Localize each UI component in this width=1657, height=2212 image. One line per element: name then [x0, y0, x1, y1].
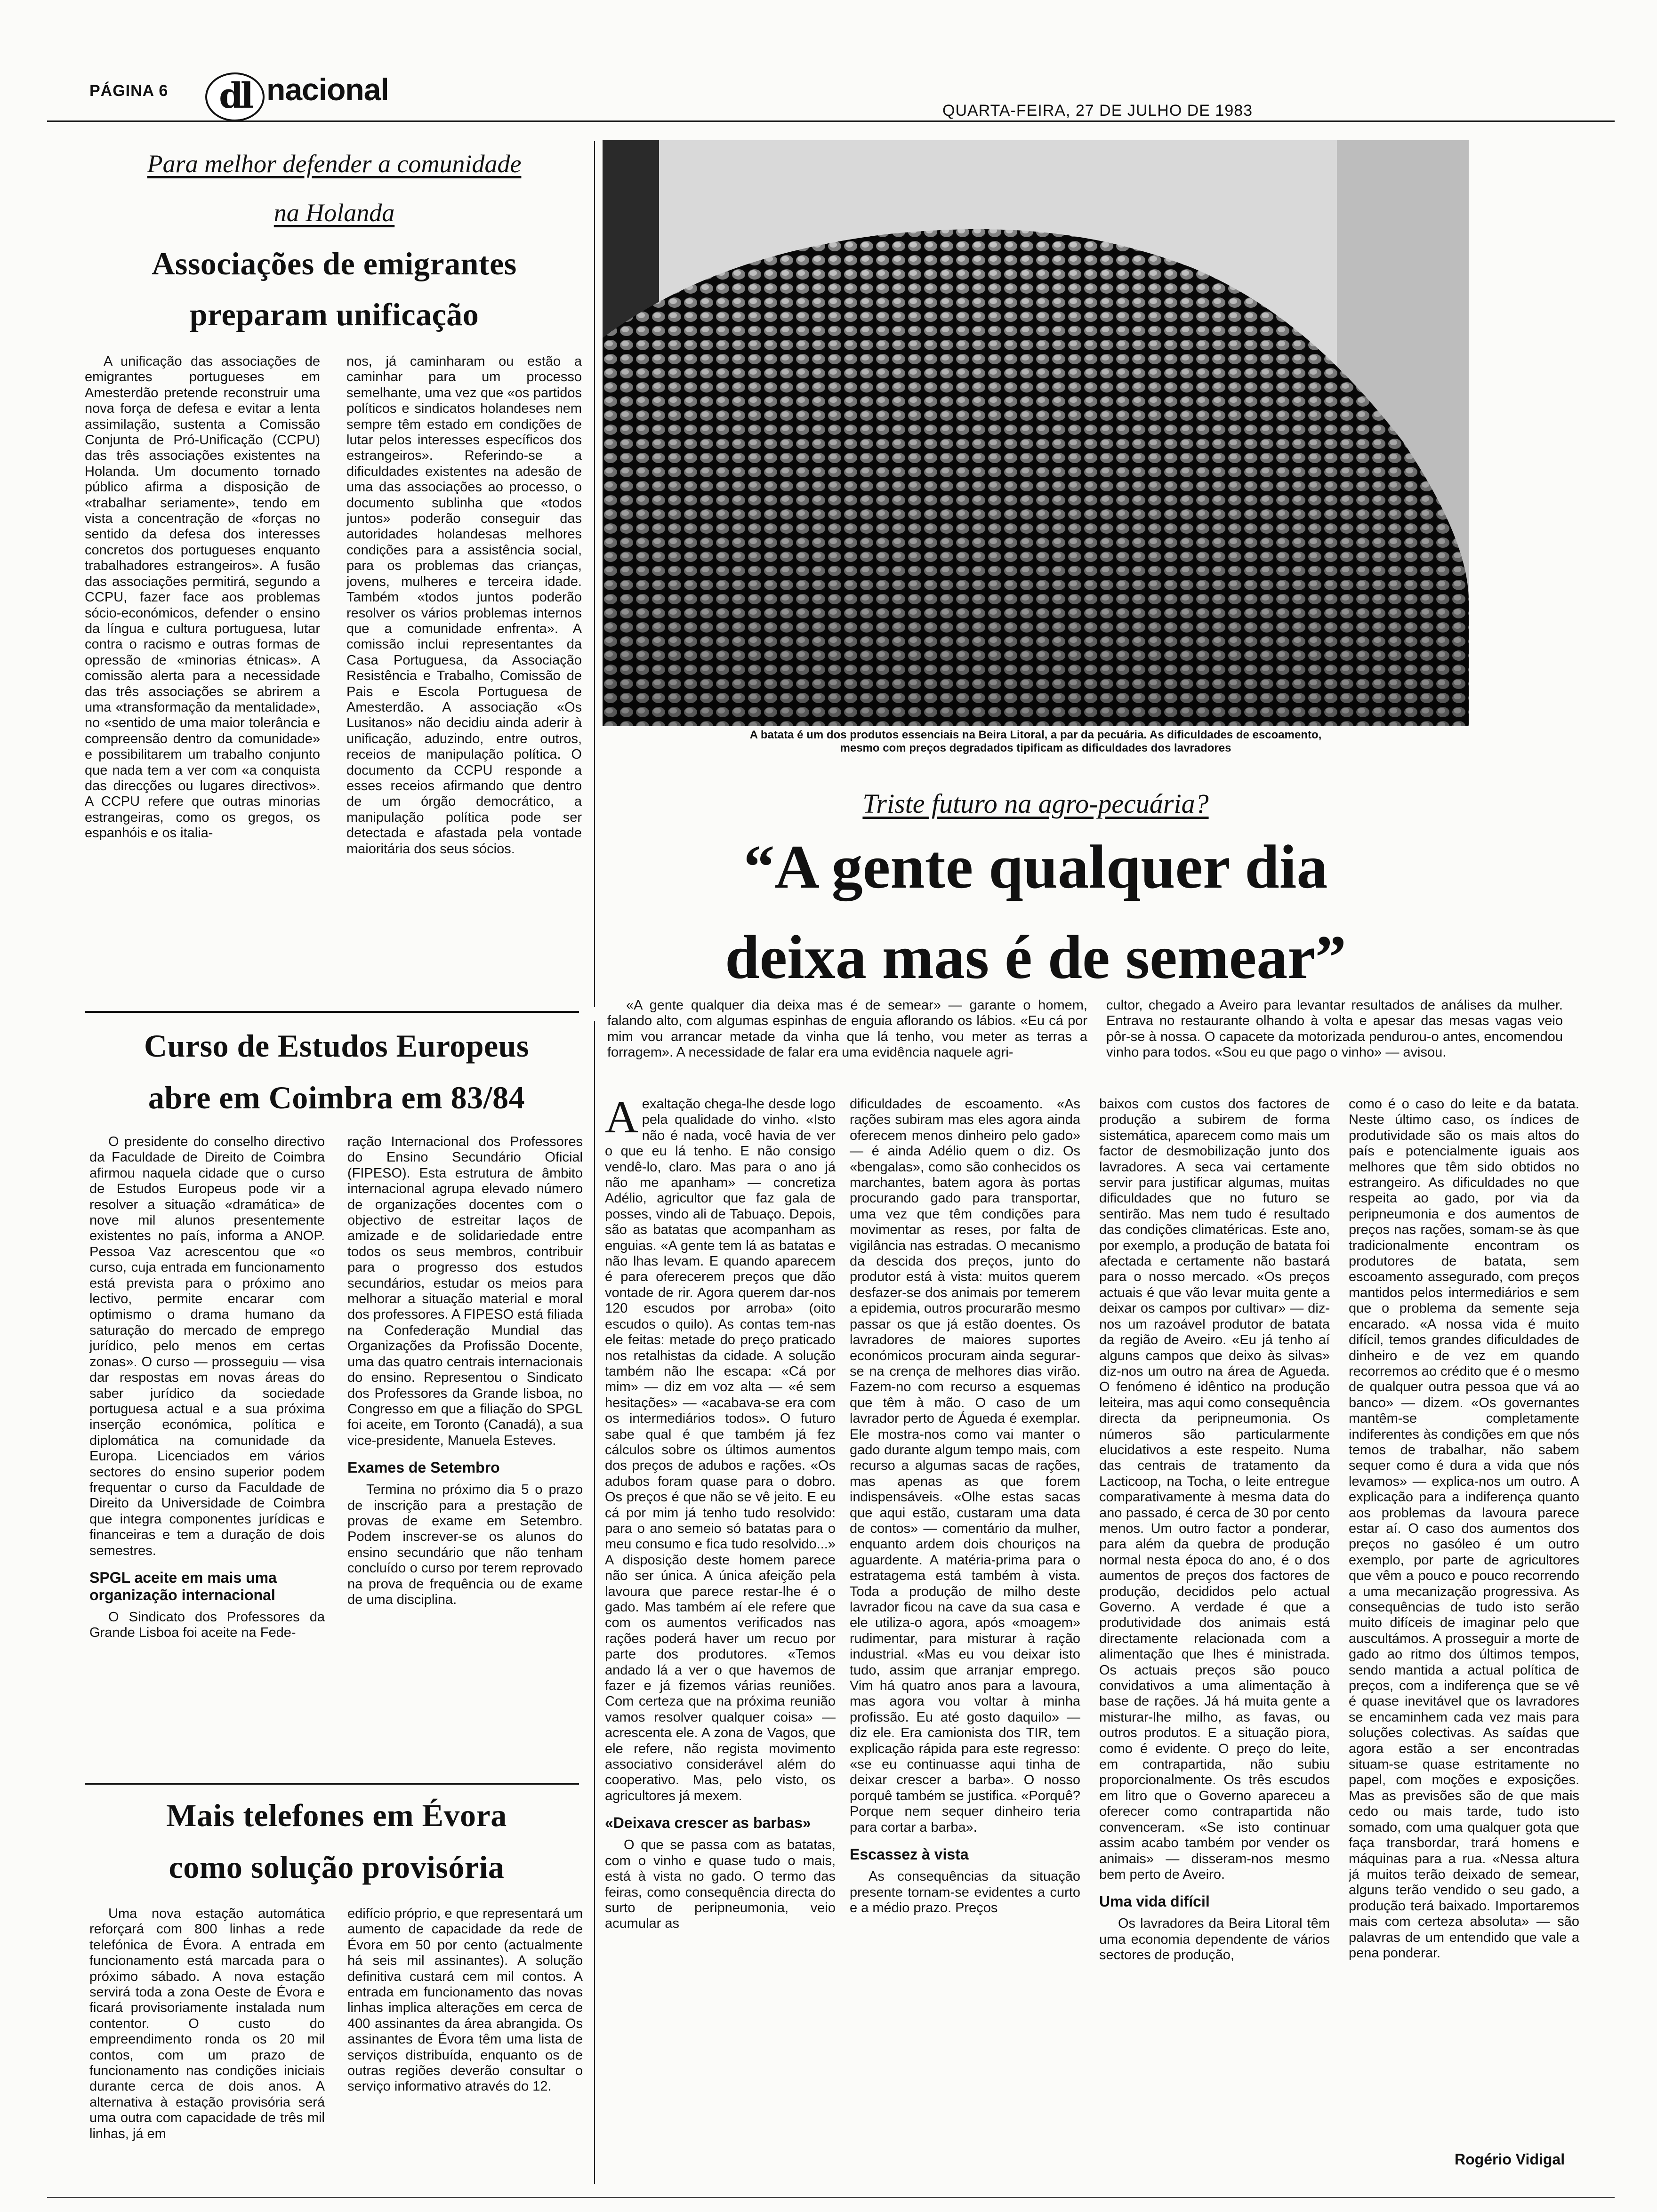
- article-column: [605, 1097, 836, 2170]
- article-body: O Sindicato dos Professores da Grande Lisboa foi aceite na Fede-: [89, 1609, 325, 1641]
- article-body: como é o caso do leite e da batata. Neste último caso, os índices de produtividade são os mais altos do país e potencialmente iguais aos melhores que têm sido obtidos no estrangeiro. As dificuldades no que respeita ao gado, por via da peripneumonia e dos aumentos de preços nas rações, somam-se às que tradicionalmente encontram os produtores de batata, sem escoamento assegurado, com preços mantidos pelos intermediários e sem que o problema da semente seja encarado. «A nossa vida é muito difícil, temos grandes dificuldades de dinheiro e de vez em quando recorremos ao crédito que é o mesmo de qualquer outra pessoa que vá ao banco» — dizem. «Os governantes mantêm-se completamente indiferentes às condições em que nós temos de trabalhar, não sabem sequer como é dura a vida que nós levamos» — explica-nos um outro. A explicação para a indiferença quanto aos problemas da lavoura parece estar aí. O caso dos aumentos dos preços no gasóleo é um outro exemplo, por parte de agricultores que vêm a pouco e pouco recorrendo a uma mecanização progressiva. As consequências de tudo isto serão muito difíceis de imaginar pelo que auscultámos. A prosseguir a morte de gado ao ritmo dos últimos tempos, sendo mantida a actual política de preços, com a indiferença que se vê é quase inevitável que os lavradores se encaminhem cada vez mais para soluções colectivas. As saídas que agora estão a ser encontradas situam-se quase estritamente no papel, com moções e exposições. Mas as previsões são de que mais cedo ou mais tarde, tudo isto somado, com uma qualquer gota que faça transbordar, trará homens e máquinas para a rua. «Nessa altura já muitos terão deixado de semear, alguns terão vendido o seu gado, a produção terá baixado. Importaremos mais com certeza absoluta» — são palavras de um entendido que vale a pena ponderar.: [1349, 1097, 1579, 1961]
- article-body: «A gente qualquer dia deixa mas é de semear» — garante o homem, falando alto, com algumas espinhas de enguia aflorando os lábios. «Eu cá por mim vou arrancar metade da vinha que lá tenho, vou meter as terras a forragem». A necessidade de falar era uma evidência naquele agri-: [607, 998, 1087, 1060]
- article-kicker: na Holanda: [273, 199, 395, 227]
- potato-pile-photo: [603, 140, 1469, 726]
- article-column: [1099, 1097, 1330, 2170]
- header-rule: [47, 120, 1615, 122]
- article-headline: Mais telefones em Évora: [166, 1797, 507, 1833]
- article-lead: [1106, 998, 1563, 1087]
- article-column: [1349, 1097, 1579, 2146]
- article-body: exaltação chega-lhe desde logo pela qualidade do vinho. «Isto não é nada, você havia de ver o que eu lá tenho. E não consigo vendê-lo, claro. Mas para o ano já não me apanham» — concretiza Adélio, agricultor que faz gala de posses, vindo ali de Tabuaço. Depois, são as batatas que acompanham as enguias. «A gente tem lá as batatas e não lhas levam. E quando aparecem é para oferecerem preços que dão vontade de rir. Agora querem dar-nos 120 escudos por arroba» (oito escudos o quilo). As contas tem-nas ele feitas: metade do preço praticado nos retalhistas da cidade. A solução também não lhe escapa: «Cá por mim» — diz em voz alta — «é sem hesitações» — «acabava-se era com os intermediários todos». O futuro sabe qual é que também já fez cálculos sobre os últimos aumentos dos preços de adubos e rações. «Os adubos foram quase para o dobro. Os preços é que não se vê jeito. E eu cá por mim já tenho tudo resolvido: para o ano semeio só batatas para o meu consumo e fica tudo resolvido...» A disposição deste homem parece não ser única. A única afeição pela lavoura que parece restar-lhe é o gado. Mas também aí ele refere que com os aumentos verificados nas rações poderá haver um recuo por parte dos produtores. «Temos andado lá a ver o que havemos de fazer e já fizemos várias reuniões. Com certeza que na próxima reunião vamos resolver qualquer coisa» — acrescenta ele. A zona de Vagos, que ele refere, não regista movimento associativo considerável além do cooperativo. Mas, pelo visto, os agricultores já mexem.: [605, 1097, 836, 1803]
- article-column: [850, 1097, 1080, 2170]
- article-column: [347, 1906, 583, 2184]
- section-name: nacional: [266, 72, 389, 107]
- article-body: A unificação das associações de emigrantes portugueses em Amesterdão pretende reconstruir uma nova força de defesa e evitar a lenta assimilação, sustenta a Comissão Conjunta de Pró-Unificação (CCPU) das três associações existentes na Holanda. Um documento tornado público afirma a disposição de «trabalhar seriamente», tendo em vista a concentração de «forças no sentido da defesa dos interesses concretos dos portugueses enquanto trabalhadores estrangeiros». A fusão das associações permitirá, segundo a CCPU, fazer face aos problemas sócio-económicos, defender o ensino da língua e cultura portuguesa, lutar contra o racismo e outras formas de opressão de «minorias étnicas». A comissão alerta para a necessidade das três associações se abrirem a uma «transformação da mentalidade», no «sentido de uma maior tolerância e compreensão dentro da comunidade» e possibilitarem um trabalho conjunto que nada tem a ver com «a conquista das direcções ou lugares directivos». A CCPU refere que outras minorias estrangeiras, como os gregos, os espanhóis e os italia-: [85, 354, 320, 841]
- photo-caption: [603, 729, 1469, 755]
- article-body: baixos com custos dos factores de produção a subirem de forma sistemática, aparecem como mais um factor de desmobilização junto dos lavradores. A seca vai certamente servir para justificar algumas, muitas dificuldades que no futuro se sentirão. Mas nem tudo é resultado das condições climatéricas. Este ano, por exemplo, a produção de batata foi afectada e certamente não bastará para o nosso mercado. «Os preços actuais é que vão levar muita gente a deixar os campos por cultivar» — diz-nos um razoável produtor de batata da região de Aveiro. «Eu já tenho aí alguns campos que deixo às silvas» diz-nos um outro na área de Agueda. O fenómeno é idêntico na produção leiteira, mas aqui como consequência directa da peripneumonia. Os números são particularmente elucidativos a este respeito. Numa das centrais de tratamento da Lacticoop, na Tocha, o leite entregue comparativamente à mesma data do ano passado, é cerca de 30 por cento menos. Um outro factor a ponderar, para além da quebra de produção normal nesta época do ano, é o dos aumentos de preços dos factores de produção, decididos pelo actual Governo. A verdade é que a produtividade dos animais está directamente relacionada com a alimentação que lhes é ministrada. Os actuais preços são pouco convidativos a uma alimentação à base de rações. Já há muita gente a misturar-lhe milho, as favas, ou outros produtos. E a situação piora, como é evidente. O preço do leite, em contrapartida, não subiu proporcionalmente. Os três escudos em litro que o Governo apareceu a oferecer como contrapartida não convenceram. «Se isto continuar assim acabo também por vender os animais» — disseram-nos mesmo bem perto de Aveiro.: [1099, 1097, 1330, 1882]
- article-column: [347, 1134, 583, 1765]
- article-column: [89, 1906, 325, 2184]
- article-lead: [607, 998, 1087, 1087]
- author-byline: Rogério Vidigal: [1455, 2151, 1565, 2168]
- column-rule: [594, 1021, 595, 2184]
- article-body: Termina no próximo dia 5 o prazo de inscrição para a prestação de provas de exame em Setembro. Podem inscrever-se os alunos do ensino secundário que não tenham concluído o curso por terem reprovado na prova de frequência ou de exame de uma disciplina.: [347, 1482, 583, 1607]
- article-headline: deixa mas é de semear”: [725, 922, 1346, 992]
- photo-caption-line: A batata é um dos produtos essenciais na Beira Litoral, a par da pecuária. As dificuldades de escoamento,: [749, 729, 1322, 741]
- article-body: edifício próprio, e que representará um aumento de capacidade da rede de Évora em 50 por cento (actualmente há seis mil assinantes). A solução definitiva custará cem mil contos. A entrada em funcionamento das novas linhas implica alterações em cerca de 400 assinantes da área abrangida. Os assinantes de Évora têm uma lista de serviços distribuída, enquanto os de outras regiões deverão consultar o serviço informativo através do 12.: [347, 1906, 583, 2094]
- photo-caption-line: mesmo com preços degradados tipificam as dificuldades dos lavradores: [840, 742, 1231, 754]
- article-kicker: Para melhor defender a comunidade: [147, 150, 522, 178]
- article-headline: preparam unificação: [189, 297, 479, 332]
- subheading: SPGL aceite em mais uma organização internacional: [89, 1569, 277, 1603]
- article-column: [346, 354, 582, 1003]
- article-headline: abre em Coimbra em 83/84: [148, 1080, 525, 1115]
- footer-rule: [47, 2197, 1615, 2198]
- article-kicker: Triste futuro na agro-pecuária?: [862, 788, 1209, 819]
- article-column: [85, 354, 320, 1003]
- article-evora-phones: [89, 1791, 584, 2186]
- article-headline: Associações de emigrantes: [152, 246, 517, 281]
- potato-photo-background: [603, 140, 1469, 726]
- article-body: dificuldades de escoamento. «As rações subiram mas eles agora ainda oferecem menos dinheiro pelo gado» — é ainda Adélio quem o diz. Os «bengalas», como são conhecidos os marchantes, batem agora às portas procurando gado para transportar, uma vez que têm condições para movimentar as reses, por falta de vigilância nas estradas. O mecanismo da descida dos preços, junto do produtor está à vista: muitos querem desfazer-se dos animais por temerem a epidemia, outros procurarão mesmo passar os que já estão doentes. Os lavradores de maiores suportes económicos procuram ainda segurar-se na crença de melhores dias virão. Fazem-no com recurso a esquemas que têm à mão. O caso de um lavrador perto de Águeda é exemplar. Ele mostra-nos como vai manter o gado durante algum tempo mais, com recurso a algumas sacas de rações, mas apenas as que forem indispensáveis. «Olhe estas sacas que aqui estão, custaram uma data de contos» — comentário da mulher, enquanto ardem dois chouriços na aguardente. A matéria-prima para o estratagema está também à vista. Toda a produção de milho deste lavrador ficou na cave da sua casa e ele utiliza-o agora, após «moagem» rudimentar, para misturar à ração industrial. «Mas eu vou deixar isto tudo, assim que arranjar emprego. Vim há quatro anos para a lavoura, mas agora vou voltar à minha profissão. Eu até gosto daquilo» — diz ele. Era camionista dos TIR, tem explicação rápida para este regresso: «se eu continuasse aqui tinha de deixar crescer a barba». O nosso porquê também se justifica. «Porquê? Porque nem sequer dinheiro teria para cortar a barba».: [850, 1097, 1080, 1835]
- issue-date: QUARTA-FEIRA, 27 DE JULHO DE 1983: [942, 102, 1253, 120]
- subheading: Uma vida difícil: [1099, 1893, 1210, 1910]
- drop-cap: A: [605, 1097, 638, 1143]
- section-divider: [85, 1011, 579, 1013]
- column-rule: [594, 141, 595, 1007]
- article-body: As consequências da situação presente tornam-se evidentes a curto e a médio prazo. Preços: [850, 1869, 1080, 1915]
- article-european-studies: [89, 1021, 584, 1774]
- article-body: Os lavradores da Beira Litoral têm uma economia dependente de vários sectores de produção,: [1099, 1916, 1330, 1963]
- subheading: Escassez à vista: [850, 1846, 969, 1863]
- section-divider: [85, 1783, 579, 1785]
- article-headline: Curso de Estudos Europeus: [144, 1028, 530, 1064]
- article-column: [89, 1134, 325, 1765]
- article-body: O que se passa com as batatas, com o vinho e quase tudo o mais, está à vista no gado. O termo das feiras, como consequência directa do surto de peripneumonia, veio acumular as: [605, 1837, 836, 1931]
- page-number: PÁGINA 6: [89, 82, 169, 100]
- article-body: O presidente do conselho directivo da Faculdade de Direito de Coimbra afirmou naquela cidade que o curso de Estudos Europeus pode vir a resolver a situação «dramática» de nove mil alunos presentemente existentes no país, informa a ANOP. Pessoa Vaz acrescentou que «o curso, cuja entrada em funcionamento está prevista para o próximo ano lectivo, permite encarar com optimismo o drama humano da saturação do mercado de emprego jurídico, pelo menos em certas zonas». O curso — prosseguiu — visa dar respostas em novas áreas do saber jurídico da sociedade portuguesa actual e a sua próxima inserção económica, política e diplomática na comunidade da Europa. Licenciados em vários sectores do ensino superior podem frequentar o curso da Faculdade de Direito da Universidade de Coimbra que integra componentes jurídicas e financeiras e tem a duração de dois semestres.: [89, 1134, 325, 1558]
- article-body: cultor, chegado a Aveiro para levantar resultados de análises da mulher. Entrava no restaurante olhando à volta e apesar das mesas vagas veio pôr-se à nossa. O capacete da motorizada pendurou-o antes, encomendou vinho para todos. «Sou eu que pago o vinho» — avisou.: [1106, 998, 1563, 1060]
- article-headline: como solução provisória: [169, 1849, 505, 1885]
- article-headline: “A gente qualquer dia: [743, 832, 1328, 901]
- article-body: ração Internacional dos Professores do Ensino Secundário Oficial (FIPESO). Esta estrutura de âmbito internacional agrupa elevado número de organizações docentes com o objectivo de estreitar laços de amizade e de solidariedade entre todos os seus membros, contribuir para o progresso dos estudos secundários, estudar os meios para melhorar a situação material e moral dos professores. A FIPESO está filiada na Confederação Mundial das Organizações da Profissão Docente, uma das quatro centrais internacionais do ensino. Representou o Sindicato dos Professores da Grande lisboa, no Congresso em que a filiação do SPGL foi aceite, em Toronto (Canadá), a sua vice-presidente, Manuela Esteves.: [347, 1134, 583, 1448]
- subheading: Exames de Setembro: [347, 1459, 500, 1476]
- article-body: nos, já caminharam ou estão a caminhar para um processo semelhante, uma vez que «os partidos políticos e sindicatos holandeses nem sempre têm estado em condições de lutar pelos interesses específicos dos estrangeiros». Referindo-se a dificuldades existentes na adesão de uma das associações ao processo, o documento sublinha que «todos juntos» poderão conseguir das autoridades holandesas melhores condições para a assistência social, para os problemas das crianças, jovens, mulheres e terceira idade. Também «todos juntos poderão resolver os vários problemas internos que a comunidade enfrenta». A comissão inclui representantes da Casa Portuguesa, da Associação Resistência e Trabalho, Comissão de Pais e Escola Portuguesa de Amesterdão. A associação «Os Lusitanos» não decidiu ainda aderir à unificação, aduzindo, entre outros, receios de manipulação política. O documento da CCPU responde a esses receios afirmando que dentro de um órgão democrático, a manipulação política pode ser detectada e afastada pela vontade maioritária dos seus sócios.: [346, 354, 582, 857]
- newspaper-logo: dl: [205, 72, 265, 121]
- article-emigrants: [85, 141, 584, 1002]
- subheading: «Deixava crescer as barbas»: [605, 1814, 811, 1832]
- article-body: Uma nova estação automática reforçará com 800 linhas a rede telefónica de Évora. A entrada em funcionamento está marcada para o próximo sábado. A nova estação servirá toda a zona Oeste de Évora e ficará provisoriamente instalada num contentor. O custo do empreendimento ronda os 20 mil contos, com um prazo de funcionamento nas condições iniciais durante cerca de dois anos. A alternativa à estação provisória será uma outra com capacidade de três mil linhas, já em: [89, 1906, 325, 2141]
